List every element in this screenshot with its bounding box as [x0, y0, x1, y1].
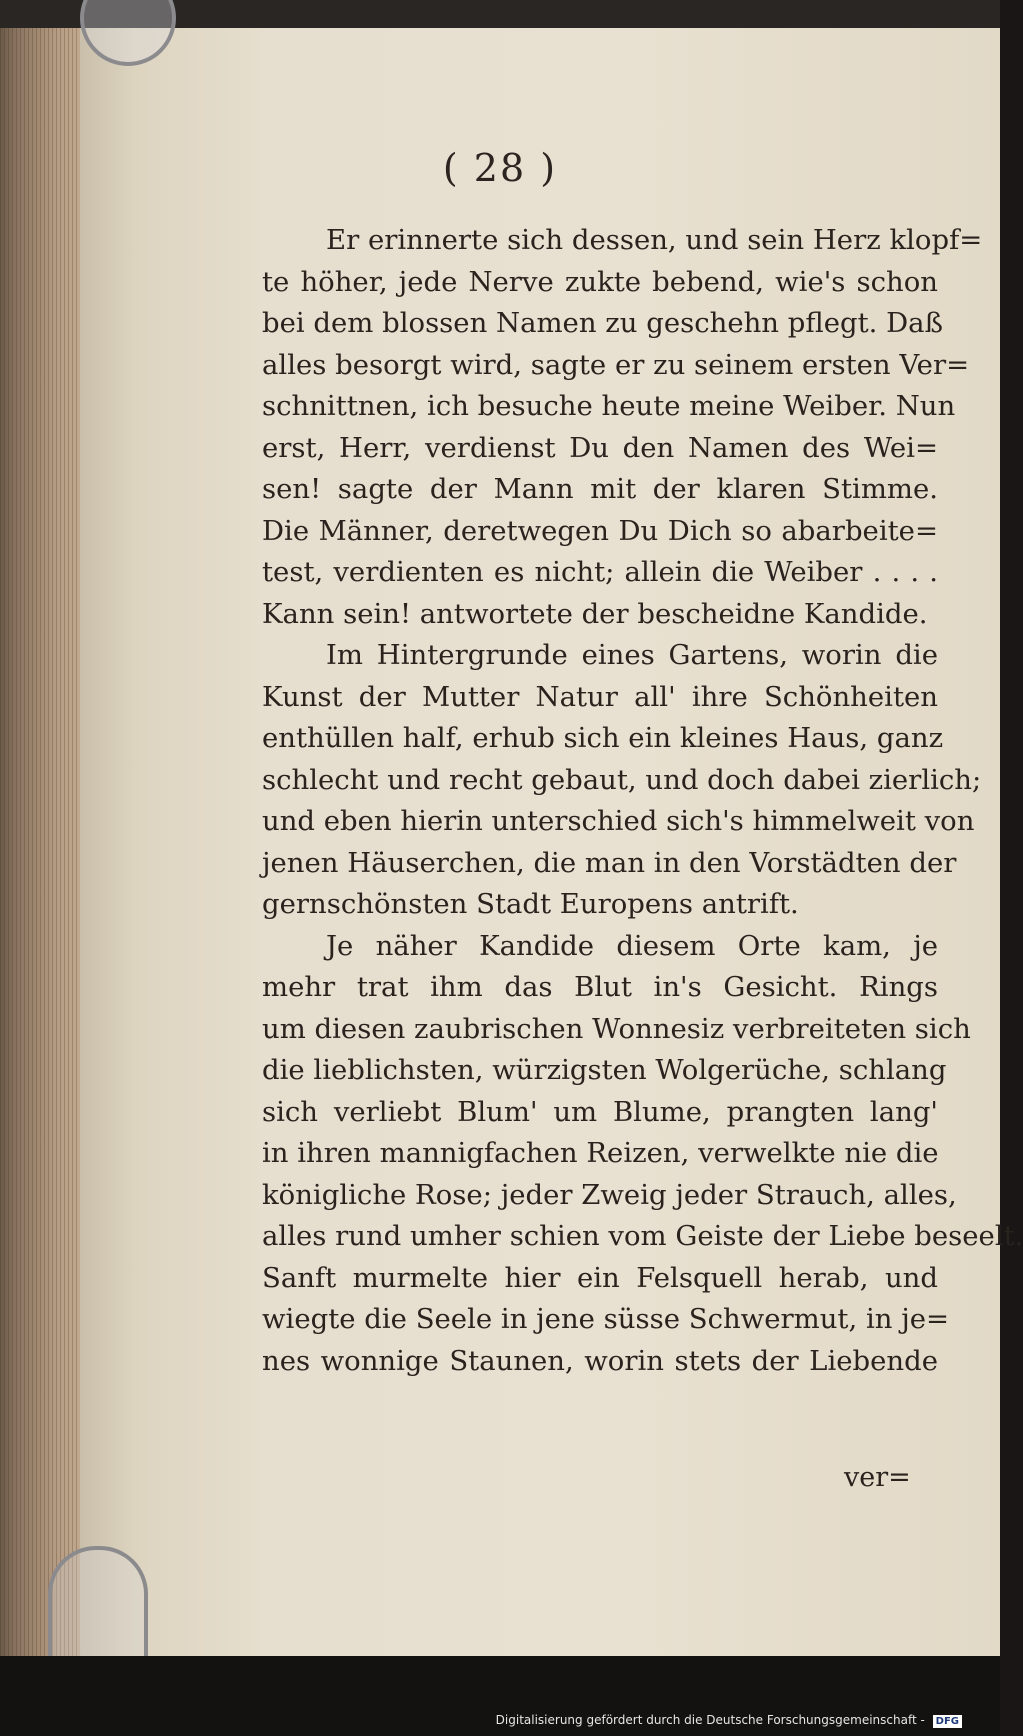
text-line: um diesen zaubrischen Wonnesiz verbreiteten sich — [262, 1012, 971, 1045]
text-line: te höher, jede Nerve zukte bebend, wie's schon — [262, 265, 938, 298]
text-line: sen! sagte der Mann mit der klaren Stimme. — [262, 473, 938, 505]
text-line: sich verliebt Blum' um Blume, prangten lang' — [262, 1095, 938, 1128]
text-line: jenen Häuserchen, die man in den Vorstädten der — [262, 846, 957, 879]
scan-bottom-border — [0, 1656, 1000, 1736]
book-page-edge-lines — [0, 28, 82, 1656]
text-line: die lieblichsten, würzigsten Wolgerüche, schlang — [262, 1054, 947, 1086]
text-line: Die Männer, deretwegen Du Dich so abarbeite= — [262, 514, 938, 547]
text-line: nes wonnige Staunen, worin stets der Liebende — [262, 1344, 938, 1377]
text-line: Sanft murmelte hier ein Felsquell herab, und — [262, 1261, 938, 1294]
text-line: schlecht und recht gebaut, und doch dabei zierlich; — [262, 763, 982, 796]
text-line: wiegte die Seele in jene süsse Schwermut, in je= — [262, 1303, 950, 1335]
text-line: Er erinnerte sich dessen, und sein Herz klopf= — [326, 224, 983, 256]
text-line: in ihren mannigfachen Reizen, verwelkte nie die — [262, 1137, 939, 1169]
text-line: alles rund umher schien vom Geiste der Liebe beseelt. — [262, 1220, 1023, 1252]
text-line: mehr trat ihm das Blut in's Gesicht. Rings — [262, 971, 938, 1003]
text-line: Kunst der Mutter Natur all' ihre Schönheiten — [262, 680, 938, 713]
text-line: gernschönsten Stadt Europens antrift. — [262, 888, 799, 920]
digitization-credit-text: Digitalisierung gefördert durch die Deutsche Forschungsgemeinschaft - — [495, 1713, 925, 1727]
text-line: und eben hierin unterschied sich's himmelweit von — [262, 805, 975, 837]
digitization-credit — [496, 1713, 962, 1728]
dfg-logo: DFG — [933, 1715, 962, 1728]
text-line: schnittnen, ich besuche heute meine Weiber. Nun — [262, 390, 956, 422]
text-line: königliche Rose; jeder Zweig jeder Strauch, alles, — [262, 1178, 957, 1211]
text-line: erst, Herr, verdienst Du den Namen des Wei= — [262, 431, 938, 464]
text-line: Kann sein! antwortete der bescheidne Kandide. — [262, 597, 928, 630]
text-line: Im Hintergrunde eines Gartens, worin die — [326, 639, 938, 671]
text-line: alles besorgt wird, sagte er zu seinem ersten Ver= — [262, 348, 970, 381]
page-number: ( 28 ) — [442, 146, 558, 190]
text-line: Je näher Kandide diesem Orte kam, je — [326, 929, 938, 962]
text-line: enthüllen half, erhub sich ein kleines Haus, ganz — [262, 722, 944, 754]
text-line: bei dem blossen Namen zu geschehn pflegt. Daß — [262, 307, 943, 339]
catchword: ver= — [844, 1462, 911, 1493]
text-line: test, verdienten es nicht; allein die Weiber . . . . — [262, 556, 938, 588]
page-text — [262, 220, 1023, 1382]
